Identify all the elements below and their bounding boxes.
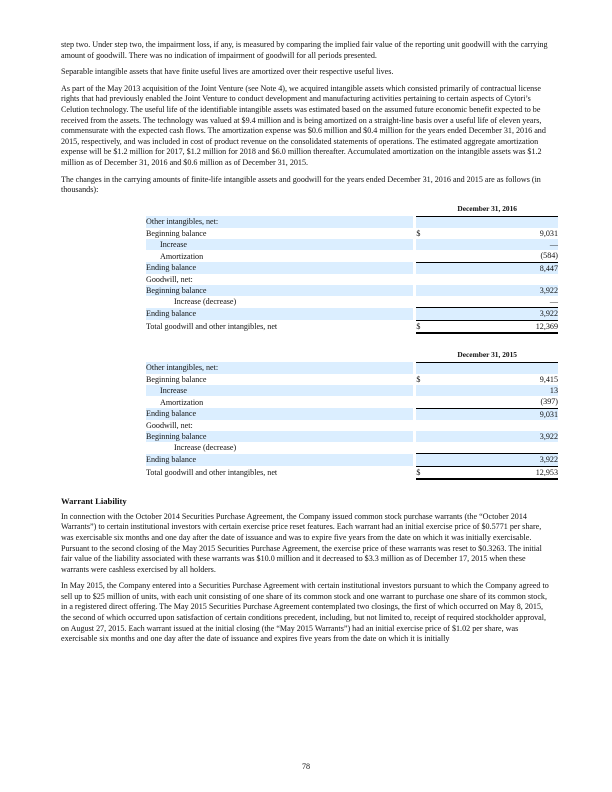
paragraph-may-2015-warrants: In May 2015, the Company entered into a Securities Purchase Agreement with certain institutional investors pursuant to which the Company agreed to sell up to $25 million of units, with each unit consisting of one share of its common stock and one warrant to purchase one share of its common stock, in a registered direct offering. The May 2015 Securities Purchase Agreement contemplated two closings, the first of which occurred on May 8, 2015, the second of which occurred upon satisfaction of certain conditions precedent, including, but not limited to, receipt of required stockholder approval, on August 27, 2015. Each warrant issued at the initial closing (the “May 2015 Warrants”) had an initial exercise price of $1.02 per share, was exercisable six months and one day after the date of issuance and expires five years from the date on which it is initially <box>61 581 549 644</box>
table-row: Goodwill, net: <box>146 420 193 430</box>
table-row: Increase (decrease) — <box>174 297 558 307</box>
table-2016 <box>146 202 558 334</box>
table-row: Beginning balance $ 9,415 <box>146 374 558 384</box>
paragraph-joint-venture: As part of the May 2013 acquisition of the Joint Venture (see Note 4), we acquired intangible assets which consisted primarily of contractual license rights that had previously enabled the Joint Venture to conduct development and manufacturing activities pertaining to certain aspects of Cytori’s Celution technology. The useful life of the identifiable intangible assets was estimated based on the assumed future economic benefit expected to be received from the assets. The technology was valued at $9.4 million and is being amortized on a straight-line basis over a useful life of eleven years, commensurate with the expected cash flows. The amortization expense was $0.6 million and $0.4 million for the years ended December 31, 2016 and 2015, respectively, and was included in cost of product revenue on the consolidated statements of operations. The estimated aggregate amortization expense will be $1.2 million for 2017, $1.2 million for 2018 and $6.0 million thereafter. Accumulated amortization on the intangible assets was $1.2 million as of December 31, 2016 and $0.6 million as of December 31, 2015. <box>61 83 546 167</box>
table-row: Other intangibles, net: <box>146 362 558 374</box>
table-row: Other intangibles, net: <box>146 216 558 228</box>
paragraph-finite-lives: Separable intangible assets that have finite useful lives are amortized over their respective useful lives. <box>61 67 394 77</box>
section-heading-warrant-liability: Warrant Liability <box>61 495 127 506</box>
paragraph-table-intro: The changes in the carrying amounts of finite-life intangible assets and goodwill for the years ended December 31, 2016 and 2015 are as follows (in thousands): <box>61 174 541 195</box>
table-row: Amortization (584) <box>160 251 558 261</box>
table-row: Ending balance 8,447 <box>146 263 558 273</box>
table-row: Ending balance 3,922 <box>146 455 558 465</box>
table-total-row: Total goodwill and other intangibles, net $ 12,369 <box>146 321 558 331</box>
document-page <box>61 40 558 651</box>
paragraph-impairment: step two. Under step two, the impairment loss, if any, is measured by comparing the implied fair value of the reporting unit goodwill with the carrying amount of goodwill. There was no indication of impairment of goodwill for all periods presented. <box>61 40 548 60</box>
column-header-date: December 31, 2016 <box>416 202 558 217</box>
table-total-row: Total goodwill and other intangibles, net $ 12,953 <box>146 467 558 477</box>
table-header-row <box>146 202 558 217</box>
column-header-date: December 31, 2015 <box>416 348 558 363</box>
page-number: 78 <box>301 762 311 771</box>
table-row: Beginning balance 3,922 <box>146 285 558 295</box>
table-2015 <box>146 348 558 480</box>
table-row: Amortization (397) <box>160 397 558 407</box>
table-row: Beginning balance $ 9,031 <box>146 228 558 238</box>
table-header-row <box>146 348 558 363</box>
table-row: Increase — <box>146 239 558 250</box>
table-row: Ending balance 3,922 <box>146 309 558 319</box>
table-row: Goodwill, net: <box>146 274 193 284</box>
table-row: Ending balance 9,031 <box>146 409 558 419</box>
table-row: Increase 13 <box>146 385 558 396</box>
table-row: Increase (decrease) <box>146 442 558 454</box>
table-row: Beginning balance 3,922 <box>146 431 558 441</box>
paragraph-october-2014-warrants: In connection with the October 2014 Securities Purchase Agreement, the Company issued common stock purchase warrants (the “October 2014 Warrants”) to certain institutional investors with certain exercise price reset features. Each warrant had an initial exercise price of $0.5771 per share, was exercisable six months and one day after the date of issuance and was to expire five years from the date on which it was initially exercisable. Pursuant to the second closing of the May 2015 Securities Purchase Agreement, the exercise price of these warrants was reset to $0.3263. The initial fair value of the liability associated with these warrants was $10.0 million and it decreased to $3.3 million as of December 17, 2015 when these warrants were cashless exercised by all holders. <box>61 511 542 574</box>
